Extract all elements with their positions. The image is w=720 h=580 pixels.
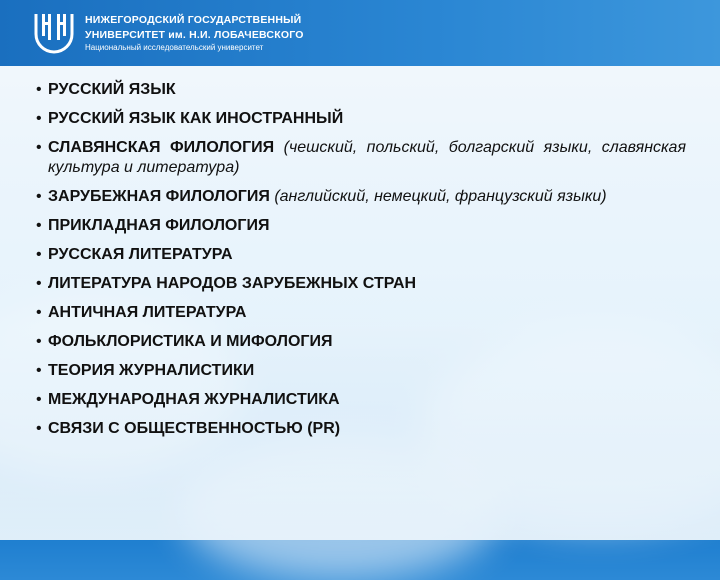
bullet: • — [36, 110, 42, 127]
item-title: ТЕОРИЯ ЖУРНАЛИСТИКИ — [48, 362, 255, 379]
bullet: • — [36, 333, 42, 350]
item-title: СЛАВЯНСКАЯ ФИЛОЛОГИЯ — [48, 139, 275, 156]
bullet: • — [36, 362, 42, 379]
list-item — [36, 419, 686, 439]
item-note: (английский, немецкий, французский языки) — [274, 188, 607, 205]
bullet: • — [36, 275, 42, 292]
bullet: • — [36, 81, 42, 98]
specialties-list — [36, 80, 686, 448]
list-item — [36, 361, 686, 381]
list-item — [36, 109, 686, 129]
item-title: ФОЛЬКЛОРИСТИКА И МИФОЛОГИЯ — [48, 333, 333, 350]
bullet: • — [36, 391, 42, 408]
item-title: АНТИЧНАЯ ЛИТЕРАТУРА — [48, 304, 247, 321]
item-title: РУССКАЯ ЛИТЕРАТУРА — [48, 246, 233, 263]
list-item — [36, 303, 686, 323]
list-item — [36, 332, 686, 352]
item-title: МЕЖДУНАРОДНАЯ ЖУРНАЛИСТИКА — [48, 391, 340, 408]
item-title: ПРИКЛАДНАЯ ФИЛОЛОГИЯ — [48, 217, 270, 234]
item-title: РУССКИЙ ЯЗЫК — [48, 81, 176, 98]
university-name-line2: УНИВЕРСИТЕТ им. Н.И. ЛОБАЧЕВСКОГО — [85, 29, 304, 41]
list-item — [36, 390, 686, 410]
university-logo-icon — [30, 10, 78, 54]
bullet: • — [36, 217, 42, 234]
item-note: (чешский, польский, болгарский языки, славянская культура и литература) — [48, 139, 686, 176]
item-title: РУССКИЙ ЯЗЫК КАК ИНОСТРАННЫЙ — [48, 110, 344, 127]
bullet: • — [36, 420, 42, 437]
item-title: ЛИТЕРАТУРА НАРОДОВ ЗАРУБЕЖНЫХ СТРАН — [48, 275, 417, 292]
list-item — [36, 216, 686, 236]
list-item — [36, 187, 686, 207]
list-item — [36, 274, 686, 294]
university-name-line1: НИЖЕГОРОДСКИЙ ГОСУДАРСТВЕННЫЙ — [85, 14, 302, 26]
list-item — [36, 138, 686, 178]
item-title: СВЯЗИ С ОБЩЕСТВЕННОСТЬЮ (PR) — [48, 420, 341, 437]
bullet: • — [36, 304, 42, 321]
list-item — [36, 245, 686, 265]
item-title: ЗАРУБЕЖНАЯ ФИЛОЛОГИЯ — [48, 188, 270, 205]
bullet: • — [36, 188, 42, 205]
bullet: • — [36, 246, 42, 263]
header-banner — [0, 0, 720, 66]
bullet: • — [36, 139, 42, 156]
list-item — [36, 80, 686, 100]
university-subtitle: Национальный исследовательский университет — [85, 43, 264, 52]
